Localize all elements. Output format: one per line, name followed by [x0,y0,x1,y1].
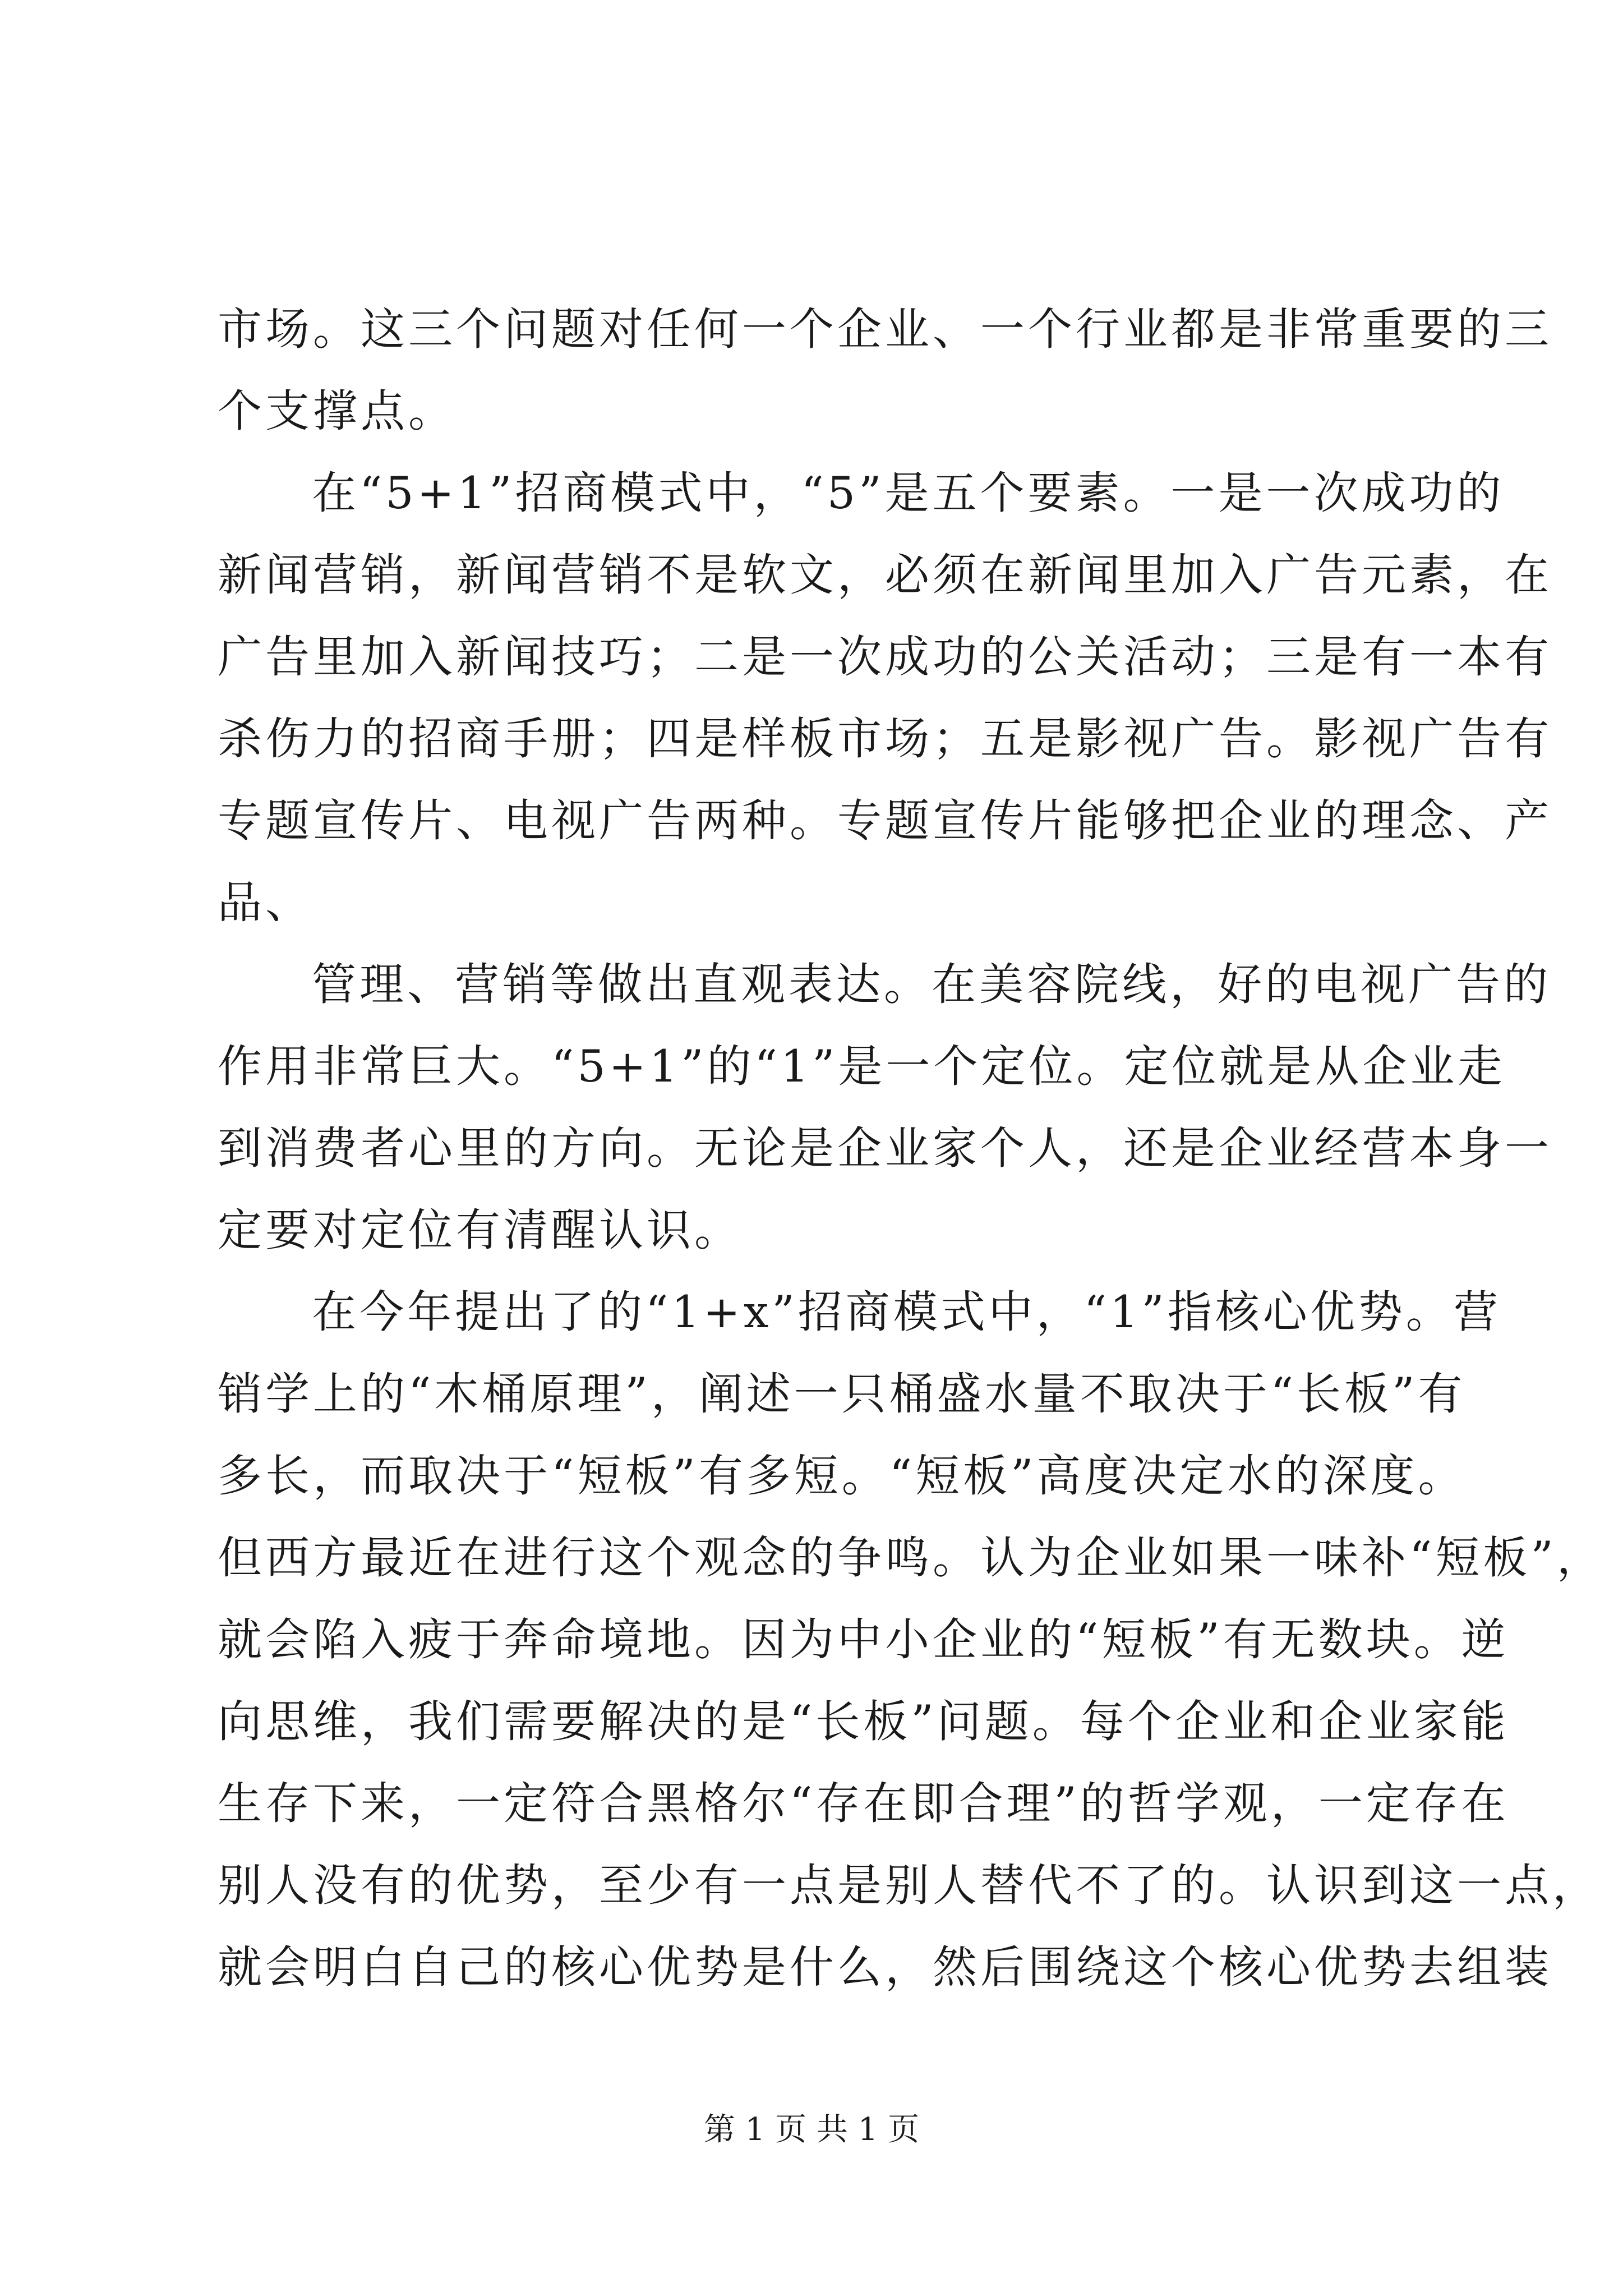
document-body [218,292,1604,2012]
text-line: 广告里加入新闻技巧；二是一次成功的公关活动；三是有一本有 [218,631,1552,683]
text-line: 作用非常巨大。“5+1”的“1”是一个定位。定位就是从企业走 [218,1041,1506,1092]
text-line: 定要对定位有清醒认识。 [218,1204,742,1256]
text-line: 向思维，我们需要解决的是“长板”问题。每个企业和企业家能 [218,1696,1509,1747]
text-line: 新闻营销，新闻营销不是软文，必须在新闻里加入广告元素，在 [218,549,1552,601]
text-line: 品、 [218,877,313,928]
text-line: 到消费者心里的方向。无论是企业家个人，还是企业经营本身一 [218,1122,1552,1174]
page-footer: 第 1 页 共 1 页 [703,2111,920,2148]
text-line: 销学上的“木桶原理”，阐述一只桶盛水量不取决于“长板”有 [218,1368,1466,1420]
text-line: 别人没有的优势，至少有一点是别人替代不了的。认识到这一点， [218,1860,1600,1911]
text-line: 专题宣传片、电视广告两种。专题宣传片能够把企业的理念、产 [218,795,1552,846]
text-line: 就会明白自己的核心优势是什么，然后围绕这个核心优势去组装 [218,1941,1552,1993]
text-line: 杀伤力的招商手册；四是样板市场；五是影视广告。影视广告有 [218,713,1552,765]
text-line: 生存下来，一定符合黑格尔“存在即合理”的哲学观，一定存在 [218,1778,1509,1829]
text-line: 市场。这三个问题对任何一个企业、一个行业都是非常重要的三 [218,303,1552,355]
text-line: 多长，而取决于“短板”有多短。“短板”高度决定水的深度。 [218,1450,1466,1502]
text-line: 但西方最近在进行这个观念的争鸣。认为企业如果一味补“短板”， [218,1532,1604,1584]
text-line: 在今年提出了的“1+x”招商模式中，“1”指核心优势。营 [312,1286,1501,1338]
text-line: 就会陷入疲于奔命境地。因为中小企业的“短板”有无数块。逆 [218,1614,1509,1665]
text-line: 个支撑点。 [218,385,456,437]
text-line: 管理、营销等做出直观表达。在美容院线，好的电视广告的 [312,959,1551,1010]
text-line: 在“5+1”招商模式中，“5”是五个要素。一是一次成功的 [312,467,1505,519]
